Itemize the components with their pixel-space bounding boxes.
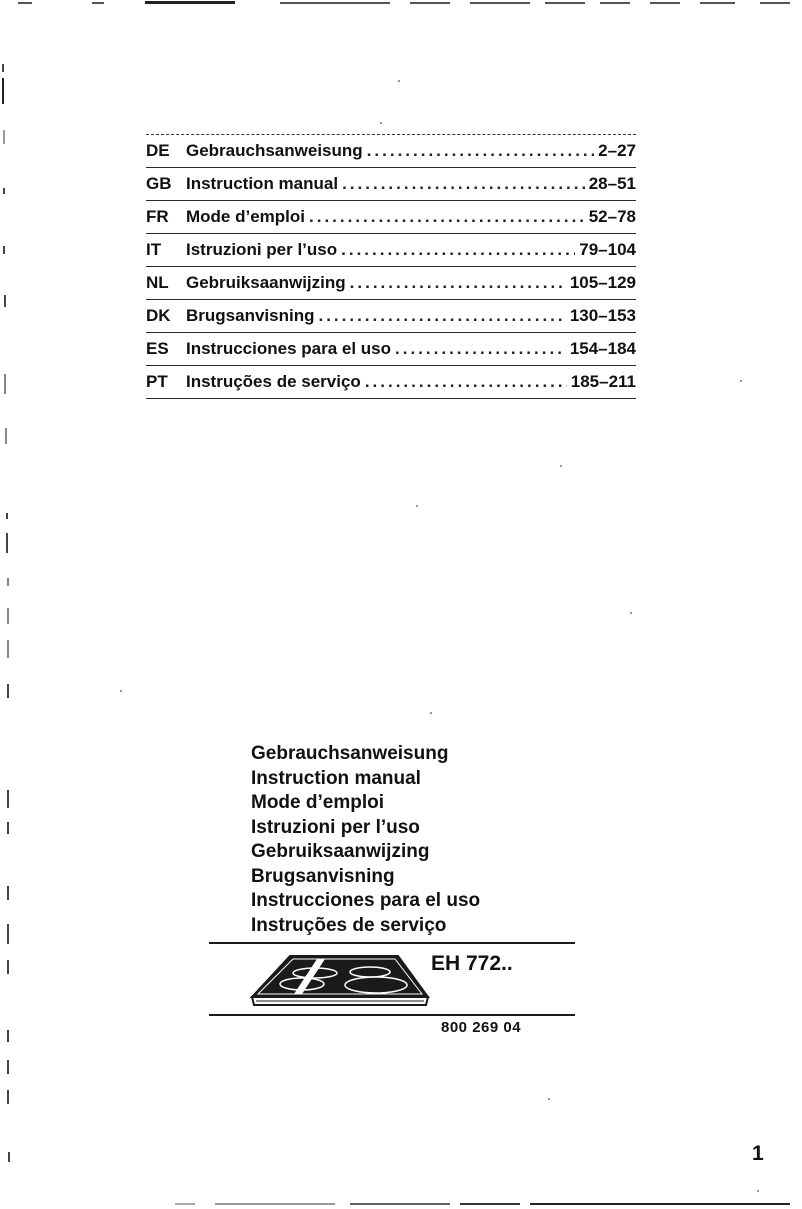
- page-range: 130–153: [569, 306, 636, 325]
- toc-entry-it: [146, 234, 636, 267]
- page-range: 154–184: [569, 339, 636, 358]
- section-title: Instruções de serviço: [186, 372, 361, 391]
- toc-entry-gb: [146, 168, 636, 201]
- dot-leader: [318, 305, 565, 327]
- section-title: Instruction manual: [186, 174, 339, 193]
- toc-entry-pt: [146, 366, 636, 399]
- language-code: FR: [146, 207, 169, 226]
- dot-leader: [350, 272, 566, 294]
- dot-leader: [341, 239, 575, 261]
- section-title: Gebruiksaanwijzing: [186, 273, 346, 292]
- scan-speck: [560, 465, 562, 467]
- model-number: EH 772..: [431, 952, 513, 975]
- title-line-dk: Brugsanvisning: [251, 865, 395, 887]
- scan-speck: [548, 1098, 550, 1100]
- page-range: 79–104: [579, 240, 636, 259]
- title-line-gb: Instruction manual: [251, 767, 421, 789]
- scan-speck: [380, 122, 382, 124]
- title-block: [251, 742, 480, 938]
- title-line-it: Istruzioni per l’uso: [251, 816, 420, 838]
- language-code: PT: [146, 372, 168, 391]
- toc-entry-de: [146, 135, 636, 168]
- page-range: 185–211: [570, 372, 636, 391]
- page-range: 2–27: [598, 141, 636, 160]
- toc-entry-dk: [146, 300, 636, 333]
- scan-edge-bottom: [0, 1203, 802, 1207]
- dot-leader: [395, 338, 566, 360]
- scan-speck: [416, 505, 418, 507]
- divider-upper: [209, 942, 575, 944]
- divider-lower: [209, 1014, 575, 1016]
- title-line-es: Instrucciones para el uso: [251, 890, 481, 911]
- language-code: GB: [146, 174, 172, 193]
- dot-leader: [365, 371, 567, 393]
- scan-edge-top: [0, 2, 802, 6]
- page-range: 105–129: [569, 273, 636, 292]
- scan-speck: [398, 80, 400, 82]
- language-code: IT: [146, 240, 162, 259]
- section-title: Instrucciones para el uso: [186, 339, 392, 358]
- title-line-nl: Gebruiksaanwijzing: [251, 841, 430, 862]
- toc-entry-es: [146, 333, 636, 366]
- section-title: Mode d’emploi: [186, 207, 305, 226]
- section-title: Brugsanvisning: [186, 306, 315, 325]
- section-title: Istruzioni per l’uso: [186, 240, 338, 259]
- scan-speck: [740, 380, 742, 382]
- scan-speck: [630, 612, 632, 614]
- title-line-de: Gebrauchsanweisung: [251, 743, 449, 764]
- section-title: Gebrauchsanweisung: [186, 141, 363, 160]
- page-number: 1: [752, 1142, 764, 1165]
- part-number: 800 269 04: [441, 1019, 522, 1036]
- title-line-fr: Mode d’emploi: [251, 792, 384, 813]
- toc-entry-nl: [146, 267, 636, 300]
- language-code: NL: [146, 273, 169, 292]
- dot-leader: [342, 173, 585, 195]
- dot-leader: [367, 140, 595, 162]
- page-range: 52–78: [588, 207, 636, 226]
- title-line-pt: Instruções de serviço: [251, 914, 447, 936]
- scan-speck: [757, 1190, 759, 1192]
- dot-leader: [309, 206, 585, 228]
- language-code: DE: [146, 141, 170, 160]
- table-of-contents: [146, 134, 636, 399]
- toc-entry-fr: [146, 201, 636, 234]
- scan-speck: [430, 712, 432, 714]
- language-code: DK: [146, 306, 171, 325]
- language-code: ES: [146, 339, 169, 358]
- page-range: 28–51: [588, 174, 636, 193]
- scan-edge-left: [0, 0, 12, 1209]
- ceramic-hob-icon: [250, 953, 430, 1007]
- scan-speck: [120, 690, 122, 692]
